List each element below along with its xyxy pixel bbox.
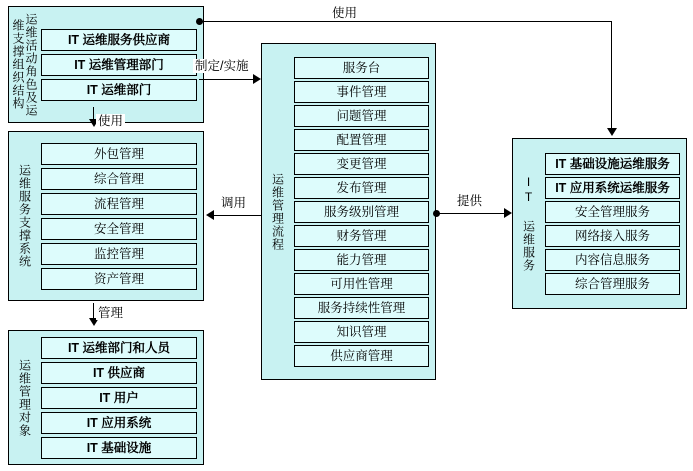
list-item[interactable]: 内容信息服务	[545, 249, 680, 271]
edge-use-top-arrowhead	[607, 128, 617, 136]
list-item[interactable]: 供应商管理	[294, 345, 429, 367]
list-item[interactable]: 财务管理	[294, 225, 429, 247]
list-item[interactable]: IT 运维部门和人员	[41, 337, 197, 359]
group-management-objects-label: 运维管理对象	[17, 358, 32, 437]
group-support-system-label: 运维服务支撑系统	[17, 164, 32, 268]
list-item[interactable]: 能力管理	[294, 249, 429, 271]
group-it-services-items	[543, 139, 686, 308]
group-process-label: 运维管理流程	[270, 172, 285, 251]
list-item[interactable]: 服务持续性管理	[294, 297, 429, 319]
group-it-services-label: IT 运维服务	[521, 175, 536, 272]
list-item[interactable]: 外包管理	[41, 143, 197, 165]
list-item[interactable]: 网络接入服务	[545, 225, 680, 247]
group-it-services	[512, 138, 687, 309]
edge-label-manage: 管理	[98, 306, 124, 320]
list-item[interactable]: 综合管理	[41, 168, 197, 190]
group-management-objects-items	[39, 331, 203, 464]
edge-invoke-arrowhead	[206, 210, 214, 220]
list-item[interactable]: IT 运维管理部门	[41, 54, 197, 76]
list-item[interactable]: 配置管理	[294, 129, 429, 151]
edge-label-use-left: 使用	[98, 114, 124, 128]
list-item[interactable]: 可用性管理	[294, 273, 429, 295]
list-item[interactable]: 综合管理服务	[545, 273, 680, 295]
group-support-system-items	[39, 132, 203, 300]
list-item[interactable]: 问题管理	[294, 105, 429, 127]
group-process-items	[292, 44, 435, 379]
list-item[interactable]: 监控管理	[41, 243, 197, 265]
edge-provide-line	[437, 213, 504, 214]
edge-label-invoke: 调用	[221, 196, 247, 210]
list-item[interactable]: IT 基础设施运维服务	[545, 153, 680, 175]
list-item[interactable]: 安全管理	[41, 218, 197, 240]
list-item[interactable]: 服务级别管理	[294, 201, 429, 223]
list-item[interactable]: 流程管理	[41, 193, 197, 215]
group-organization-items	[39, 7, 203, 122]
list-item[interactable]: 资产管理	[41, 268, 197, 290]
list-item[interactable]: IT 应用系统	[41, 412, 197, 434]
list-item[interactable]: 安全管理服务	[545, 201, 680, 223]
edge-use-top-horizontal	[199, 21, 611, 22]
group-organization-label: 运维活动角色及运维支撑组织结构	[11, 12, 38, 117]
edge-provide-arrowhead	[504, 208, 512, 218]
list-item[interactable]: IT 用户	[41, 387, 197, 409]
group-support-system	[8, 131, 204, 301]
edge-label-make-implement: 制定/实施	[195, 59, 249, 73]
list-item[interactable]: IT 应用系统运维服务	[545, 177, 680, 199]
edge-use-top-vertical	[611, 21, 612, 128]
list-item[interactable]: 服务台	[294, 57, 429, 79]
list-item[interactable]: IT 运维部门	[41, 79, 197, 101]
edge-invoke-line	[214, 215, 261, 216]
list-item[interactable]: 事件管理	[294, 81, 429, 103]
list-item[interactable]: 变更管理	[294, 153, 429, 175]
edge-make-implement-arrowhead	[253, 74, 261, 84]
list-item[interactable]: IT 基础设施	[41, 437, 197, 459]
list-item[interactable]: 知识管理	[294, 321, 429, 343]
list-item[interactable]: 发布管理	[294, 177, 429, 199]
edge-make-implement-line	[199, 79, 253, 80]
group-management-objects	[8, 330, 204, 465]
group-organization	[8, 6, 204, 123]
list-item[interactable]: IT 运维服务供应商	[41, 29, 197, 51]
list-item[interactable]: IT 供应商	[41, 362, 197, 384]
edge-label-use-top: 使用	[332, 6, 358, 20]
edge-label-provide: 提供	[457, 194, 483, 208]
group-process	[261, 43, 436, 380]
